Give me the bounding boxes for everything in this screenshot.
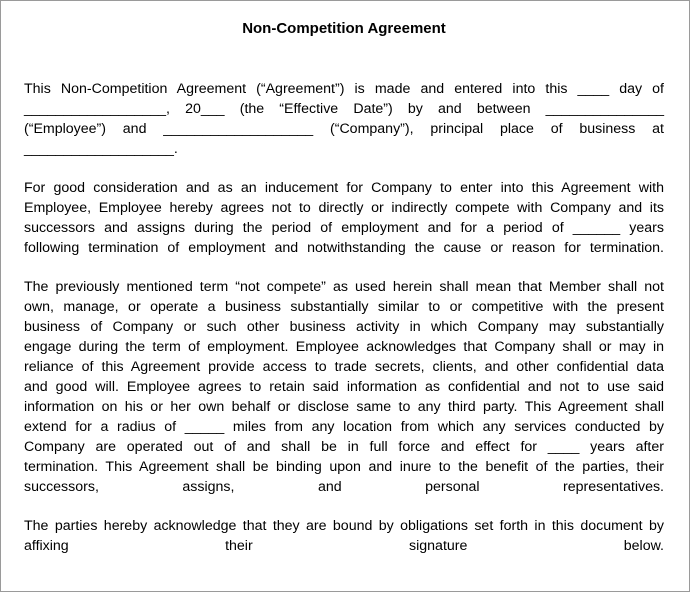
document-title: Non-Competition Agreement — [242, 20, 446, 37]
text-line: The parties hereby acknowledge that they are bound by obligations set forth in this document by — [24, 518, 664, 534]
text-line: affixing their signature below. — [24, 538, 664, 554]
text-line: Employee, Employee hereby agrees not to directly or indirectly compete with Company and its — [24, 200, 664, 216]
text-line: __________________, 20___ (the “Effective Date”) by and between _______________ — [24, 101, 664, 117]
text-line: ___________________. — [24, 141, 178, 157]
text-line: following termination of employment and notwithstanding the cause or reason for termination. — [24, 240, 664, 256]
text-line: engage during the term of employment. Employee acknowledges that Company shall or may in — [24, 339, 664, 355]
text-line: own, manage, or operate a business substantially similar to or competitive with the present — [24, 299, 664, 315]
text-line: successors, assigns, and personal representatives. — [24, 479, 664, 495]
text-line: For good consideration and as an inducement for Company to enter into this Agreement with — [24, 180, 664, 196]
text-line: This Non-Competition Agreement (“Agreement”) is made and entered into this ____ day of — [24, 81, 664, 97]
text-line: extend for a radius of _____ miles from any location from which any services conducted by — [24, 419, 664, 435]
text-line: (“Employee”) and ___________________ (“Company”), principal place of business at — [24, 121, 664, 137]
text-line: Company are operated out of and shall be in full force and effect for ____ years after — [24, 439, 664, 455]
text-line: termination. This Agreement shall be binding upon and inure to the benefit of the parties, their — [24, 459, 664, 475]
text-line: reliance of this Agreement provide access to trade secrets, clients, and other confidential data — [24, 359, 664, 375]
text-line: successors and assigns during the period of employment and for a period of ______ years — [24, 220, 664, 236]
text-line: information on his or her own behalf or disclose same to any third party. This Agreement shall — [24, 399, 664, 415]
text-line: and good will. Employee agrees to retain said information as confidential and not to use said — [24, 379, 664, 395]
text-line: business of Company or such other business activity in which Company may substantially — [24, 319, 664, 335]
text-line: The previously mentioned term “not compete” as used herein shall mean that Member shall not — [24, 279, 664, 295]
